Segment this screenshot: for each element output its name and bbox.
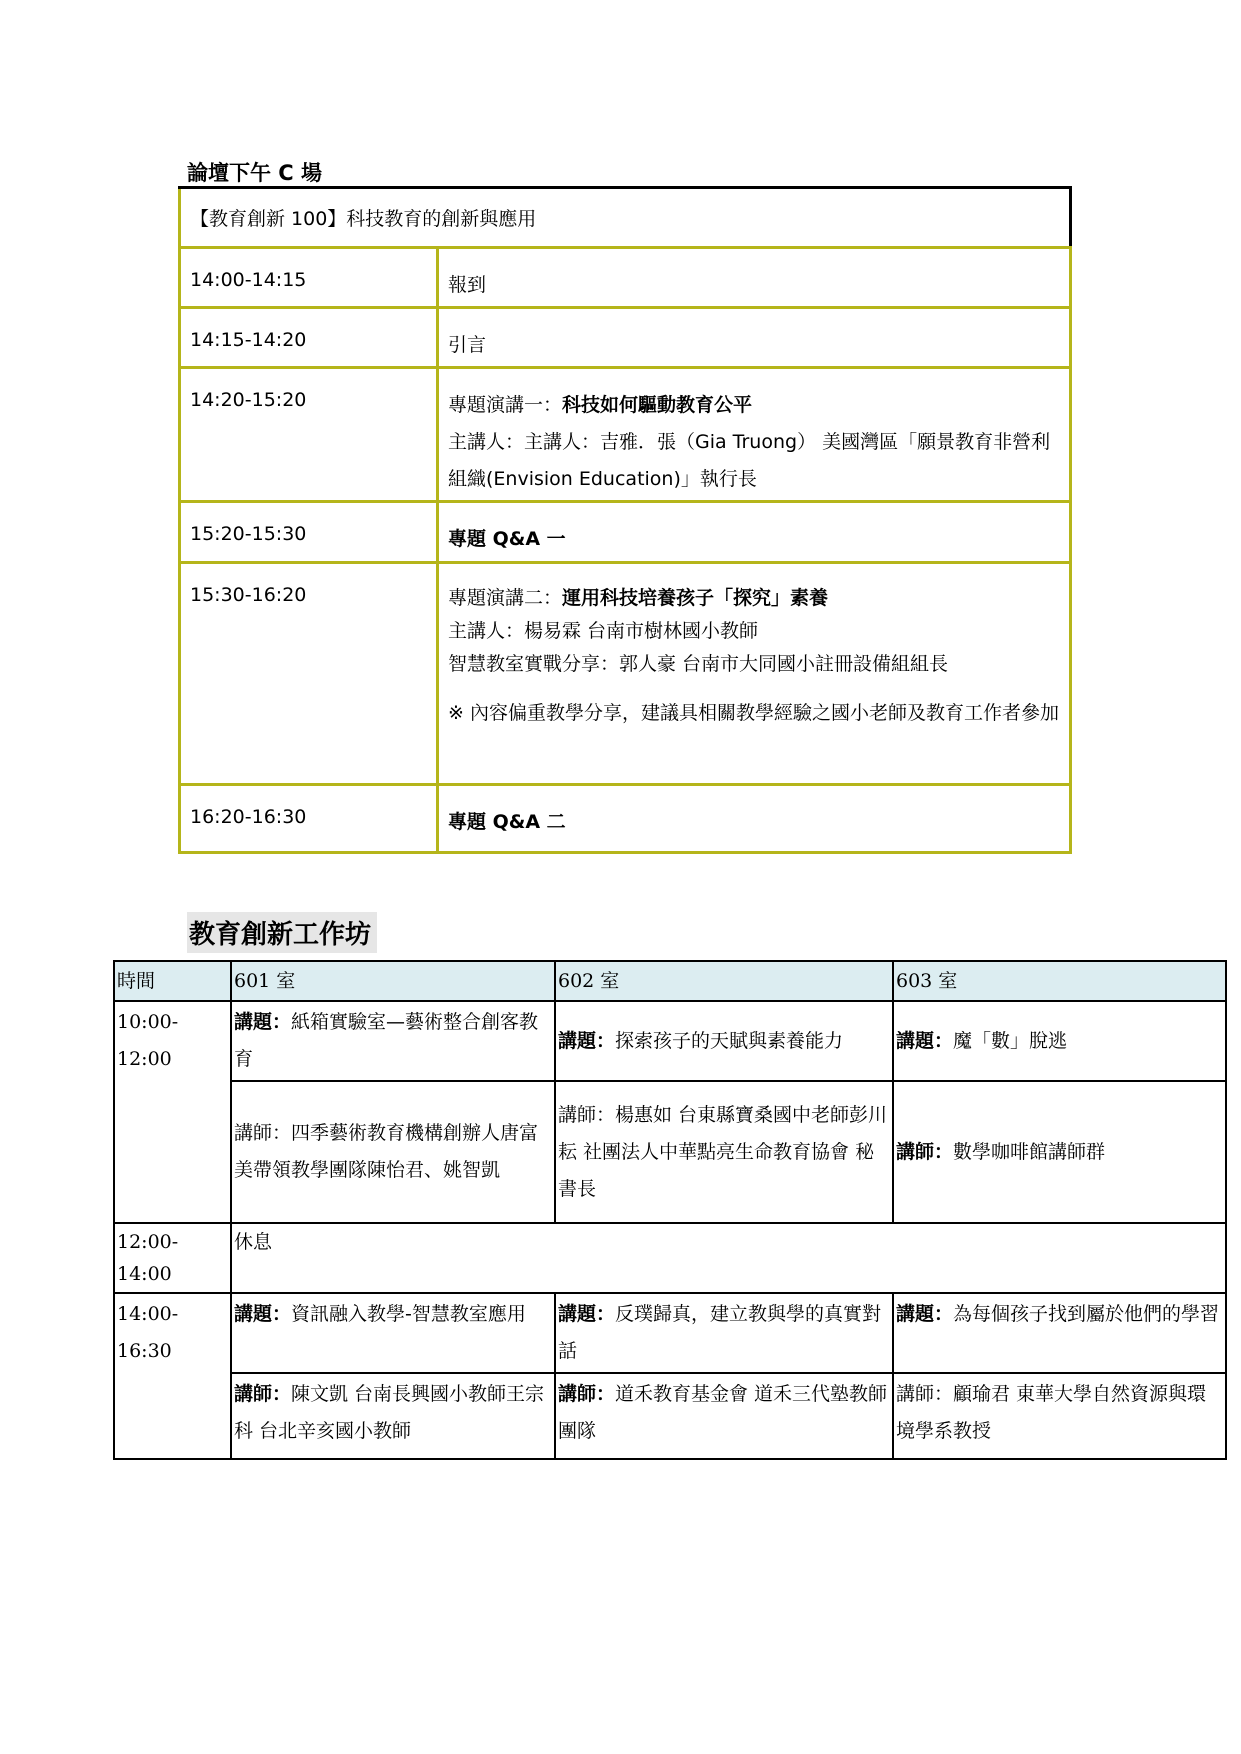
keynote-prefix: 專題演講二：	[448, 587, 563, 609]
table-row	[180, 308, 1071, 368]
table-row	[180, 502, 1071, 563]
break-cell: 休息	[231, 1223, 1226, 1293]
topic-cell	[555, 1001, 893, 1081]
topic-label: 講題：	[558, 1303, 616, 1325]
keynote-title: 科技如何驅動教育公平	[562, 394, 753, 416]
speaker-text: 陳文凱 台南長興國小教師王宗科 台北辛亥國小教師	[234, 1383, 545, 1442]
speaker-text: 數學咖啡館講師群	[953, 1140, 1106, 1163]
classroom-share: 智慧教室實戰分享：郭人豪 台南市大同國小註冊設備組組長	[448, 653, 949, 675]
content-cell: 專題 Q&A 一	[438, 502, 1071, 563]
time-cell: 14:20-15:20	[180, 368, 438, 502]
column-header: 602 室	[555, 961, 893, 1001]
content-cell: 報到	[438, 248, 1071, 308]
speaker-cell	[231, 1373, 555, 1459]
speaker-text: 道禾教育基金會 道禾三代塾教師團隊	[558, 1383, 888, 1442]
topic-text: 資訊融入教學-智慧教室應用	[291, 1303, 526, 1325]
topic-text: 探索孩子的天賦與素養能力	[615, 1029, 844, 1052]
table-row	[114, 1373, 1226, 1459]
topic-cell	[231, 1293, 555, 1373]
time-cell: 14:00-16:30	[114, 1293, 231, 1459]
content-cell	[438, 563, 1071, 785]
content-cell: 專題 Q&A 二	[438, 785, 1071, 853]
speaker-cell: 講師：四季藝術教育機構創辦人唐富美帶領教學團隊陳怡君、姚智凱	[231, 1081, 555, 1223]
table-row	[180, 368, 1071, 502]
topic-cell	[893, 1001, 1226, 1081]
speaker-cell	[555, 1373, 893, 1459]
workshop-title: 教育創新工作坊	[187, 912, 377, 953]
time-cell: 10:00-12:00	[114, 1001, 231, 1223]
column-header: 601 室	[231, 961, 555, 1001]
topic-text: 紙箱實驗室—藝術整合創客教育	[234, 1011, 539, 1070]
time-cell: 16:20-16:30	[180, 785, 438, 853]
table-row	[180, 563, 1071, 785]
time-cell: 14:15-14:20	[180, 308, 438, 368]
speaker-label: 講師：	[558, 1383, 616, 1405]
table-row	[114, 1293, 1226, 1373]
table-row	[114, 1223, 1226, 1293]
topic-cell	[893, 1293, 1226, 1373]
keynote-speaker: 主講人：楊易霖 台南市樹林國小教師	[448, 620, 759, 642]
forum-session-row	[180, 188, 1071, 248]
speaker-cell	[893, 1081, 1226, 1223]
content-cell: 引言	[438, 308, 1071, 368]
topic-text: 反璞歸真，建立教與學的真實對話	[558, 1303, 882, 1362]
time-cell: 12:00-14:00	[114, 1223, 231, 1293]
time-cell: 15:30-16:20	[180, 563, 438, 785]
topic-label: 講題：	[558, 1029, 616, 1052]
content-cell	[438, 368, 1071, 502]
note-text: ※ 內容偏重教學分享，建議具相關教學經驗之國小老師及教育工作者參加	[448, 702, 1059, 724]
topic-cell	[555, 1293, 893, 1373]
topic-text: 魔「數」脫逃	[953, 1029, 1068, 1052]
topic-label: 講題：	[896, 1303, 954, 1325]
table-row	[114, 1081, 1226, 1223]
workshop-header-row	[114, 961, 1226, 1001]
topic-label: 講題：	[234, 1011, 292, 1033]
speaker-cell: 講師：顧瑜君 東華大學自然資源與環境學系教授	[893, 1373, 1226, 1459]
topic-label: 講題：	[896, 1029, 954, 1052]
workshop-table	[113, 960, 1227, 1460]
speaker-label: 講師：	[896, 1140, 954, 1163]
topic-cell	[231, 1001, 555, 1081]
topic-text: 為每個孩子找到屬於他們的學習	[953, 1303, 1220, 1325]
table-row	[180, 248, 1071, 308]
keynote-prefix: 專題演講一：	[448, 394, 563, 416]
forum-title: 論壇下午 C 場	[187, 161, 323, 185]
speaker-label: 講師：	[234, 1383, 292, 1405]
table-row	[180, 785, 1071, 853]
table-row	[114, 1001, 1226, 1081]
speaker-cell: 講師：楊惠如 台東縣寶桑國中老師彭川耘 社團法人中華點亮生命教育協會 秘書長	[555, 1081, 893, 1223]
time-cell: 14:00-14:15	[180, 248, 438, 308]
column-header: 時間	[114, 961, 231, 1001]
column-header: 603 室	[893, 961, 1226, 1001]
time-cell: 15:20-15:30	[180, 502, 438, 563]
topic-label: 講題：	[234, 1303, 292, 1325]
forum-schedule-table	[178, 186, 1072, 854]
keynote-speaker: 主講人：主講人：吉雅．張（Gia Truong） 美國灣區「願景教育非營利組織(Envision Education)」執行長	[448, 431, 1051, 490]
forum-session-title: 【教育創新 100】科技教育的創新與應用	[180, 188, 1071, 248]
keynote-title: 運用科技培養孩子「探究」素養	[562, 587, 829, 609]
